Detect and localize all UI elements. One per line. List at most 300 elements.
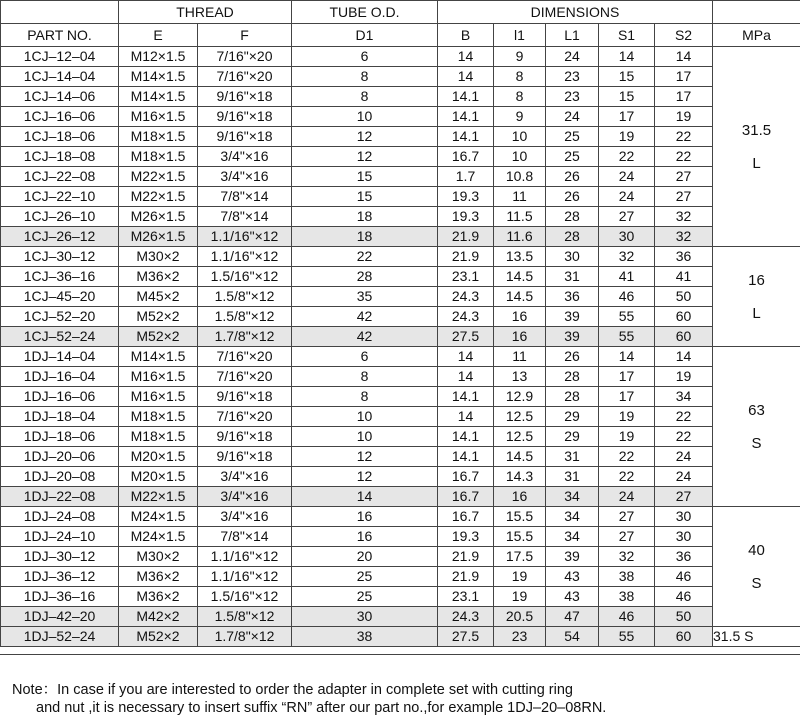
spec-cell: 8	[292, 87, 438, 107]
spec-cell: 9/16"×18	[198, 127, 292, 147]
table-row	[1, 307, 800, 327]
spec-cell: M16×1.5	[119, 107, 198, 127]
spec-cell: 14	[438, 67, 494, 87]
spec-cell: 39	[546, 327, 599, 347]
spec-cell: 14.5	[494, 447, 546, 467]
pressure-rating-cell: 31.5 S	[713, 627, 800, 647]
spec-cell: 28	[546, 367, 599, 387]
spec-cell: M22×1.5	[119, 167, 198, 187]
spec-cell: M16×1.5	[119, 367, 198, 387]
spec-cell: 12	[292, 447, 438, 467]
table-row	[1, 547, 800, 567]
spec-cell: 14.1	[438, 387, 494, 407]
part-number-cell: 1DJ–24–10	[1, 527, 119, 547]
table-row	[1, 567, 800, 587]
spec-cell: 42	[292, 307, 438, 327]
spec-cell: 15	[599, 87, 655, 107]
pressure-rating-cell	[713, 507, 800, 627]
spec-cell: 3/4"×16	[198, 467, 292, 487]
spec-cell: 28	[546, 207, 599, 227]
table-row	[1, 487, 800, 507]
spec-cell: M36×2	[119, 587, 198, 607]
table-row	[1, 47, 800, 67]
spec-cell: 29	[546, 427, 599, 447]
spec-cell: 14.5	[494, 287, 546, 307]
spec-cell: 14	[438, 407, 494, 427]
spec-cell: 1.1/16"×12	[198, 247, 292, 267]
spec-cell: 38	[599, 587, 655, 607]
spec-cell: 16.7	[438, 467, 494, 487]
spec-cell: 28	[546, 227, 599, 247]
spec-cell: 15	[599, 67, 655, 87]
part-number-cell: 1CJ–30–12	[1, 247, 119, 267]
spec-cell: 31	[546, 267, 599, 287]
table-row	[1, 267, 800, 287]
part-number-cell: 1CJ–52–24	[1, 327, 119, 347]
spec-cell: 1.5/16"×12	[198, 267, 292, 287]
spec-cell: 47	[546, 607, 599, 627]
table-row	[1, 287, 800, 307]
spec-cell: 14.3	[494, 467, 546, 487]
spec-cell: 17	[599, 367, 655, 387]
table-row	[1, 467, 800, 487]
spec-cell: 9	[494, 107, 546, 127]
spec-cell: 14	[438, 347, 494, 367]
part-number-cell: 1DJ–36–16	[1, 587, 119, 607]
spec-cell: 60	[655, 307, 713, 327]
spec-cell: 12	[292, 147, 438, 167]
spec-cell: 1.1/16"×12	[198, 227, 292, 247]
spec-cell: 36	[546, 287, 599, 307]
spec-cell: 17	[655, 87, 713, 107]
spec-cell: 30	[655, 507, 713, 527]
spec-cell: 19.3	[438, 527, 494, 547]
spec-cell: 24.3	[438, 607, 494, 627]
spec-cell: 14.1	[438, 447, 494, 467]
spec-cell: M18×1.5	[119, 147, 198, 167]
spec-cell: 32	[599, 247, 655, 267]
spec-cell: 14.1	[438, 127, 494, 147]
spec-cell: 39	[546, 307, 599, 327]
spec-cell: 14.1	[438, 427, 494, 447]
spec-cell: 9/16"×18	[198, 87, 292, 107]
part-number-cell: 1CJ–22–08	[1, 167, 119, 187]
spec-cell: 22	[655, 147, 713, 167]
spec-cell: 43	[546, 587, 599, 607]
spec-cell: 25	[292, 567, 438, 587]
spec-cell: 24.3	[438, 307, 494, 327]
spec-cell: 8	[292, 387, 438, 407]
spec-cell: M36×2	[119, 267, 198, 287]
spec-cell: 7/16"×20	[198, 347, 292, 367]
spec-cell: 6	[292, 347, 438, 367]
table-row	[1, 427, 800, 447]
spec-cell: 7/8"×14	[198, 207, 292, 227]
spec-cell: 19	[494, 567, 546, 587]
spec-cell: 55	[599, 327, 655, 347]
spec-cell: M42×2	[119, 607, 198, 627]
table-row	[1, 327, 800, 347]
spec-cell: 19	[655, 367, 713, 387]
spec-cell: 10	[292, 407, 438, 427]
spec-cell: 55	[599, 307, 655, 327]
spec-cell: 30	[292, 607, 438, 627]
spec-cell: 19.3	[438, 207, 494, 227]
spec-cell: 27.5	[438, 327, 494, 347]
spec-cell: 11	[494, 187, 546, 207]
spec-cell: 9/16"×18	[198, 447, 292, 467]
spec-cell: 30	[546, 247, 599, 267]
spec-cell: 22	[655, 407, 713, 427]
spec-cell: 24	[655, 447, 713, 467]
spec-cell: 50	[655, 607, 713, 627]
spec-cell: 9	[494, 47, 546, 67]
part-number-cell: 1CJ–18–08	[1, 147, 119, 167]
spec-cell: 14	[438, 47, 494, 67]
spec-cell: 32	[599, 547, 655, 567]
spec-cell: 3/4"×16	[198, 507, 292, 527]
part-number-cell: 1DJ–18–06	[1, 427, 119, 447]
pressure-rating-cell	[713, 247, 800, 347]
spec-cell: 7/8"×14	[198, 527, 292, 547]
spec-cell: M18×1.5	[119, 407, 198, 427]
spec-cell: 14	[655, 47, 713, 67]
note-line-2: and nut ,it is necessary to insert suffix “RN” after our part no.,for example 1DJ–20–08RN.	[36, 700, 607, 716]
part-number-cell: 1DJ–36–12	[1, 567, 119, 587]
part-number-cell: 1CJ–52–20	[1, 307, 119, 327]
spec-cell: M14×1.5	[119, 347, 198, 367]
spec-cell: 7/16"×20	[198, 407, 292, 427]
spec-cell: 21.9	[438, 567, 494, 587]
spec-cell: M52×2	[119, 327, 198, 347]
table-row	[1, 67, 800, 87]
spec-cell: 42	[292, 327, 438, 347]
table-row	[1, 87, 800, 107]
f-header: F	[198, 24, 292, 47]
spec-cell: 27	[599, 207, 655, 227]
spec-cell: M14×1.5	[119, 87, 198, 107]
spec-cell: 8	[494, 87, 546, 107]
e-header: E	[119, 24, 198, 47]
spec-cell: 21.9	[438, 547, 494, 567]
spec-cell: 15	[292, 187, 438, 207]
spec-cell: 14.5	[494, 267, 546, 287]
spec-cell: M24×1.5	[119, 507, 198, 527]
spec-cell: 16.7	[438, 147, 494, 167]
part-number-cell: 1DJ–22–08	[1, 487, 119, 507]
spec-cell: 15.5	[494, 507, 546, 527]
pressure-value: 16	[748, 271, 765, 289]
spec-cell: 23	[494, 627, 546, 647]
spec-cell: 23.1	[438, 587, 494, 607]
spec-cell: 17.5	[494, 547, 546, 567]
spec-cell: 9/16"×18	[198, 427, 292, 447]
spec-cell: 41	[599, 267, 655, 287]
spec-cell: 24	[546, 107, 599, 127]
spec-cell: M16×1.5	[119, 387, 198, 407]
series-letter: L	[752, 304, 761, 322]
spec-cell: M45×2	[119, 287, 198, 307]
part-number-cell: 1DJ–20–08	[1, 467, 119, 487]
part-number-cell: 1DJ–30–12	[1, 547, 119, 567]
spec-cell: 12.9	[494, 387, 546, 407]
spec-cell: 20	[292, 547, 438, 567]
spec-cell: 13	[494, 367, 546, 387]
spec-cell: 46	[599, 607, 655, 627]
series-letter: S	[751, 574, 762, 592]
spec-cell: 29	[546, 407, 599, 427]
l1-small-header: l1	[494, 24, 546, 47]
spec-cell: 31	[546, 467, 599, 487]
spec-cell: 24	[599, 187, 655, 207]
spec-cell: 16	[292, 527, 438, 547]
spec-cell: 7/16"×20	[198, 67, 292, 87]
spec-cell: 60	[655, 627, 713, 647]
table-row	[1, 167, 800, 187]
series-letter: L	[752, 154, 761, 172]
spec-cell: 22	[599, 147, 655, 167]
spec-cell: M30×2	[119, 247, 198, 267]
spec-cell: 46	[655, 567, 713, 587]
spec-cell: M20×1.5	[119, 467, 198, 487]
part-number-cell: 1DJ–20–06	[1, 447, 119, 467]
spec-cell: 16	[292, 507, 438, 527]
spec-cell: 46	[599, 287, 655, 307]
table-row	[1, 447, 800, 467]
spec-cell: 27	[655, 187, 713, 207]
spec-cell: 3/4"×16	[198, 167, 292, 187]
spec-cell: 50	[655, 287, 713, 307]
spec-cell: M30×2	[119, 547, 198, 567]
pressure-rating-cell	[713, 47, 800, 247]
part-number-cell: 1CJ–26–10	[1, 207, 119, 227]
pressure-rating-cell	[713, 347, 800, 507]
table-row	[1, 587, 800, 607]
spec-cell: 32	[655, 207, 713, 227]
spec-cell: M36×2	[119, 567, 198, 587]
spec-cell: M24×1.5	[119, 527, 198, 547]
spec-cell: 27	[599, 507, 655, 527]
spec-cell: 17	[599, 387, 655, 407]
spec-cell: 10	[494, 127, 546, 147]
spec-cell: 14	[599, 47, 655, 67]
part-number-cell: 1DJ–52–24	[1, 627, 119, 647]
spec-cell: 25	[546, 147, 599, 167]
spec-cell: 36	[655, 247, 713, 267]
spec-cell: 28	[546, 387, 599, 407]
mpa-header: MPa	[713, 24, 800, 47]
spec-cell: 31	[546, 447, 599, 467]
spec-cell: 11.5	[494, 207, 546, 227]
spec-cell: 1.5/8"×12	[198, 307, 292, 327]
spec-cell: 14.1	[438, 107, 494, 127]
spec-cell: 38	[292, 627, 438, 647]
spec-cell: 27	[655, 167, 713, 187]
spec-cell: 13.5	[494, 247, 546, 267]
spec-cell: 27.5	[438, 627, 494, 647]
spec-cell: 55	[599, 627, 655, 647]
spec-cell: M26×1.5	[119, 207, 198, 227]
table-row	[1, 387, 800, 407]
spec-cell: 23	[546, 67, 599, 87]
spec-cell: 43	[546, 567, 599, 587]
spec-cell: 28	[292, 267, 438, 287]
spec-cell: 21.9	[438, 227, 494, 247]
spec-cell: 21.9	[438, 247, 494, 267]
spec-cell: 9/16"×18	[198, 107, 292, 127]
table-row	[1, 247, 800, 267]
spec-cell: 36	[655, 547, 713, 567]
spec-cell: M20×1.5	[119, 447, 198, 467]
spec-cell: 8	[292, 367, 438, 387]
spec-cell: 19	[599, 127, 655, 147]
spec-cell: 30	[599, 227, 655, 247]
spec-cell: 46	[655, 587, 713, 607]
spec-cell: 19.3	[438, 187, 494, 207]
spec-cell: 17	[655, 67, 713, 87]
series-letter: S	[751, 434, 762, 452]
spec-cell: 18	[292, 227, 438, 247]
spec-cell: 14	[599, 347, 655, 367]
spec-cell: 1.5/8"×12	[198, 287, 292, 307]
spec-cell: 24	[599, 167, 655, 187]
spec-cell: 11.6	[494, 227, 546, 247]
spec-cell: 19	[599, 427, 655, 447]
spec-cell: 19	[655, 107, 713, 127]
spec-cell: 12.5	[494, 427, 546, 447]
table-row	[1, 107, 800, 127]
spec-cell: 60	[655, 327, 713, 347]
table-row	[1, 127, 800, 147]
spec-cell: 10	[292, 427, 438, 447]
spec-cell: 22	[599, 467, 655, 487]
spec-cell: 23.1	[438, 267, 494, 287]
spec-cell: 10	[494, 147, 546, 167]
part-number-cell: 1CJ–14–04	[1, 67, 119, 87]
table-row	[1, 147, 800, 167]
spec-cell: 9/16"×18	[198, 387, 292, 407]
spec-cell: 1.1/16"×12	[198, 567, 292, 587]
spec-cell: 1.7/8"×12	[198, 327, 292, 347]
spec-cell: 24	[546, 47, 599, 67]
part-number-cell: 1CJ–45–20	[1, 287, 119, 307]
spec-cell: 23	[546, 87, 599, 107]
spec-cell: 22	[655, 427, 713, 447]
spec-cell: 24	[599, 487, 655, 507]
table-row	[1, 187, 800, 207]
pressure-value: 63	[748, 401, 765, 419]
part-number-cell: 1CJ–12–04	[1, 47, 119, 67]
s2-header: S2	[655, 24, 713, 47]
spec-cell: 26	[546, 187, 599, 207]
part-number-cell: 1DJ–14–04	[1, 347, 119, 367]
table-row	[1, 207, 800, 227]
spec-cell: 34	[546, 507, 599, 527]
spec-cell: 10.8	[494, 167, 546, 187]
spec-cell: 16.7	[438, 487, 494, 507]
pressure-value: 40	[748, 541, 765, 559]
part-number-cell: 1DJ–18–04	[1, 407, 119, 427]
spec-cell: 25	[292, 587, 438, 607]
spec-cell: 19	[599, 407, 655, 427]
spec-cell: 8	[494, 67, 546, 87]
spec-cell: 14	[438, 367, 494, 387]
mpa-header-blank	[713, 1, 800, 24]
spec-cell: 22	[655, 127, 713, 147]
table-row	[1, 527, 800, 547]
spec-cell: 16	[494, 487, 546, 507]
spec-cell: 17	[599, 107, 655, 127]
spec-cell: 30	[655, 527, 713, 547]
spec-cell: 1.7	[438, 167, 494, 187]
table-row	[1, 627, 800, 647]
part-number-cell: 1DJ–42–20	[1, 607, 119, 627]
spec-cell: M14×1.5	[119, 67, 198, 87]
spec-cell: 15.5	[494, 527, 546, 547]
part-number-cell: 1DJ–24–08	[1, 507, 119, 527]
spec-cell: 1.5/16"×12	[198, 587, 292, 607]
note-line-1: Note：In case if you are interested to order the adapter in complete set with cutting ring	[12, 682, 573, 698]
part-number-cell: 1CJ–16–06	[1, 107, 119, 127]
spec-cell: 25	[546, 127, 599, 147]
spec-cell: 6	[292, 47, 438, 67]
spec-cell: 11	[494, 347, 546, 367]
spec-cell: 7/16"×20	[198, 367, 292, 387]
spec-cell: 22	[292, 247, 438, 267]
spec-cell: 18	[292, 207, 438, 227]
spec-cell: 15	[292, 167, 438, 187]
spec-cell: 35	[292, 287, 438, 307]
spec-cell: 24.3	[438, 287, 494, 307]
order-note	[0, 654, 800, 720]
spec-cell: 32	[655, 227, 713, 247]
spec-cell: M22×1.5	[119, 187, 198, 207]
spec-cell: 1.5/8"×12	[198, 607, 292, 627]
spec-cell: 8	[292, 67, 438, 87]
l1-header: L1	[546, 24, 599, 47]
spec-cell: 34	[546, 527, 599, 547]
s1-header: S1	[599, 24, 655, 47]
part-no-header-blank	[1, 1, 119, 24]
part-number-cell: 1CJ–22–10	[1, 187, 119, 207]
part-number-cell: 1CJ–36–16	[1, 267, 119, 287]
table-row	[1, 227, 800, 247]
spec-cell: M52×2	[119, 307, 198, 327]
table-row	[1, 347, 800, 367]
table-row	[1, 367, 800, 387]
spec-cell: M26×1.5	[119, 227, 198, 247]
spec-cell: M12×1.5	[119, 47, 198, 67]
spec-cell: 26	[546, 347, 599, 367]
b-header: B	[438, 24, 494, 47]
spec-cell: 22	[599, 447, 655, 467]
spec-cell: 16	[494, 307, 546, 327]
spec-cell: 14.1	[438, 87, 494, 107]
spec-cell: 7/16"×20	[198, 47, 292, 67]
dimensions-header: DIMENSIONS	[438, 1, 713, 24]
tube-od-header: TUBE O.D.	[292, 1, 438, 24]
table-row	[1, 407, 800, 427]
spec-table-body	[1, 47, 800, 647]
spec-cell: 3/4"×16	[198, 487, 292, 507]
spec-cell: 3/4"×16	[198, 147, 292, 167]
spec-cell: M22×1.5	[119, 487, 198, 507]
thread-header: THREAD	[119, 1, 292, 24]
pressure-value: 31.5	[741, 121, 772, 139]
spec-cell: 39	[546, 547, 599, 567]
part-number-cell: 1CJ–18–06	[1, 127, 119, 147]
spec-cell: 34	[655, 387, 713, 407]
